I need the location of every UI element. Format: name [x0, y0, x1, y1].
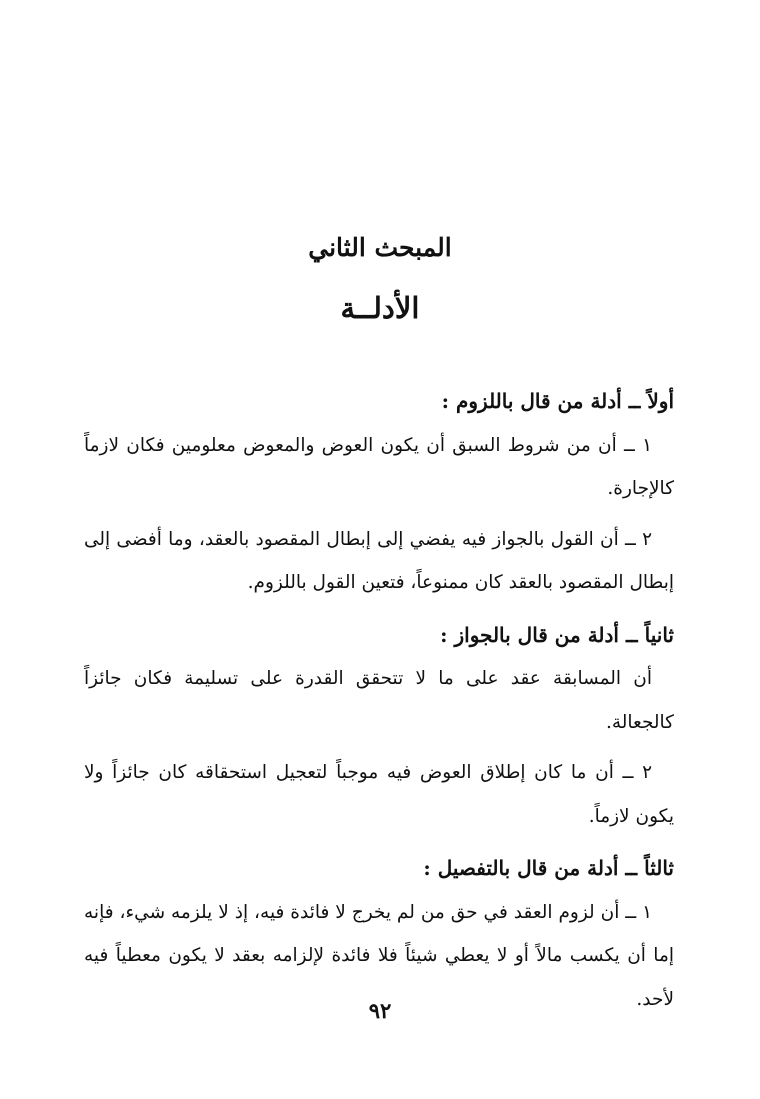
section-heading: أولاً ــ أدلة من قال باللزوم : — [441, 389, 674, 413]
page-body — [84, 378, 674, 1028]
paragraph: ١ ــ أن لزوم العقد في حق من لم يخرج لا فائدة فيه، إذ لا يلزمه شيء، فإنه إما أن يكسب مالاً أو لا يعطي شيئاً فلا فائدة لإلزامه بعقد لا يكون معطياً فيه لأحد. — [84, 901, 674, 1010]
paragraph: ١ ــ أن من شروط السبق أن يكون العوض والمعوض معلومين فكان لازماً كالإجارة. — [84, 434, 674, 499]
section-evidence-permissibility — [84, 612, 674, 839]
paragraph: ٢ ــ أن القول بالجواز فيه يفضي إلى إبطال المقصود بالعقد، وما أفضى إلى إبطال المقصود بالعقد كان ممنوعاً، فتعين القول باللزوم. — [84, 528, 674, 593]
section-heading: ثالثاً ــ أدلة من قال بالتفصيل : — [423, 856, 674, 880]
paragraph: أن المسابقة عقد على ما لا تتحقق القدرة على تسليمة فكان جائزاً كالجعالة. — [84, 668, 674, 733]
chapter-subtitle: الأدلــة — [340, 291, 420, 325]
section-evidence-binding — [84, 378, 674, 605]
page-number: ٩٢ — [368, 998, 392, 1023]
section-evidence-detail — [84, 845, 674, 1021]
section-heading: ثانياً ــ أدلة من قال بالجواز : — [440, 622, 674, 647]
paragraph: ٢ ــ أن ما كان إطلاق العوض فيه موجباً لتعجيل استحقاقه كان جائزاً ولا يكون لازماً. — [84, 762, 674, 827]
chapter-title: المبحث الثاني — [308, 233, 452, 262]
